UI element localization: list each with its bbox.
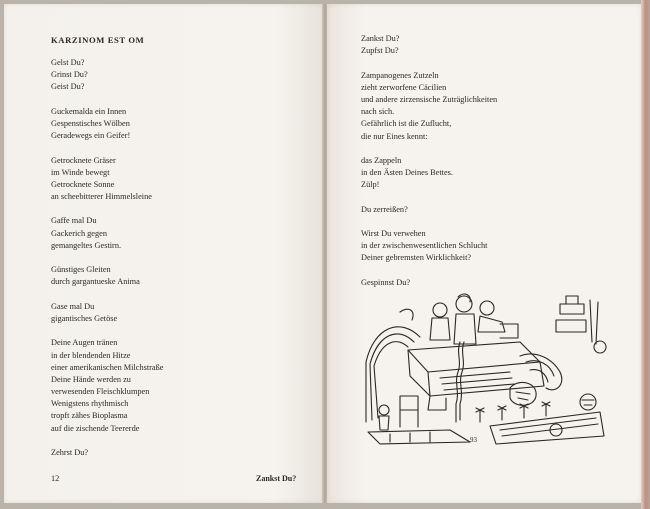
poem-line: in der zwischenwesentlichen Schlucht [361,241,488,251]
stanza-gap [361,57,497,69]
poem-line: Wenigstens rhythmisch [51,399,129,409]
stanza-gap [51,203,163,215]
poem-line: Wirst Du verwehen [361,229,426,238]
poem-line: im Winde bewegt [51,167,110,177]
poem-line: nach sich. [361,107,395,117]
poem-line: einer amerikanischen Milchstraße [51,362,164,372]
stanza-gap [361,191,497,203]
poem-line: an scheebitterer Himmelsleine [51,192,152,202]
stanza-gap [51,94,163,106]
poem-line: Geist Du? [51,82,85,92]
poem-line: Gaffe mal Du [51,216,97,226]
poem-line: Gespenstisches Wölben [51,118,130,128]
poem-line: Guckemalda ein Innen [51,106,127,116]
poem-line: tropft zähes Bioplasma [51,411,128,421]
poem-line: die nur Eines kennt: [361,131,428,141]
poem-line: Getrocknete Gräser [51,155,116,165]
poem-line: in der blendenden Hitze [51,350,131,360]
left-poem-text [51,57,163,459]
poem-line: Zupfst Du? [361,46,399,56]
stanza-gap [51,142,163,154]
poem-line: Deiner gebremsten Wirklichkeit? [361,253,472,263]
stanza-gap [51,289,163,301]
svg-text:93: 93 [470,436,477,444]
poem-line: Zampanogenes Zutzeln [361,70,439,80]
poem-line: Deine Hände werden zu [51,374,131,384]
poem-line: das Zappeln [361,155,402,165]
poem-line: auf die zischende Teererde [51,423,140,433]
poem-line: gigantisches Getöse [51,313,118,323]
poem-line: Gelst Du? [51,58,85,67]
poem-line: Du zerreißen? [361,204,408,214]
poem-line: durch gargantueske Anima [51,277,140,287]
poem-line: Gackerich gegen [51,228,107,238]
poem-line: Getrocknete Sonne [51,179,115,189]
ink-drawing-icon [360,292,610,447]
running-head: Zankst Du? [256,474,297,483]
page-edge [641,0,650,509]
poem-line: Gespinnst Du? [361,277,411,287]
stanza-gap [361,216,497,228]
poem-line: Zülp! [361,180,380,190]
stanza-gap [51,252,163,264]
page-number: 12 [51,474,60,483]
right-poem-text [361,33,497,289]
stanza-gap [51,435,163,447]
poem-line: Zankst Du? [361,34,400,43]
poem-line: Gefährlich ist die Zuflucht, [361,119,452,129]
poem-line: und andere zirzensische Zuträglichkeiten [361,94,498,104]
poem-line: verwesenden Fleischklumpen [51,387,150,397]
poem-line: gemangeltes Gestirn. [51,240,122,250]
stanza-gap [51,325,163,337]
poem-line: Deine Augen tränen [51,338,118,348]
poem-line: zieht zerworfene Cäcilien [361,82,447,92]
stanza-gap [361,143,497,155]
poem-line: Gase mal Du [51,301,95,311]
poem-line: Grinst Du? [51,70,88,80]
poem-line: Zehrst Du? [51,448,89,457]
poem-line: Günstiges Gleiten [51,265,111,275]
poem-line: Geradewegs ein Geifer! [51,131,131,141]
stanza-gap [361,265,497,277]
poem-title: KARZINOM EST OM [51,35,145,45]
poem-line: in den Ästen Deines Bettes. [361,168,453,178]
